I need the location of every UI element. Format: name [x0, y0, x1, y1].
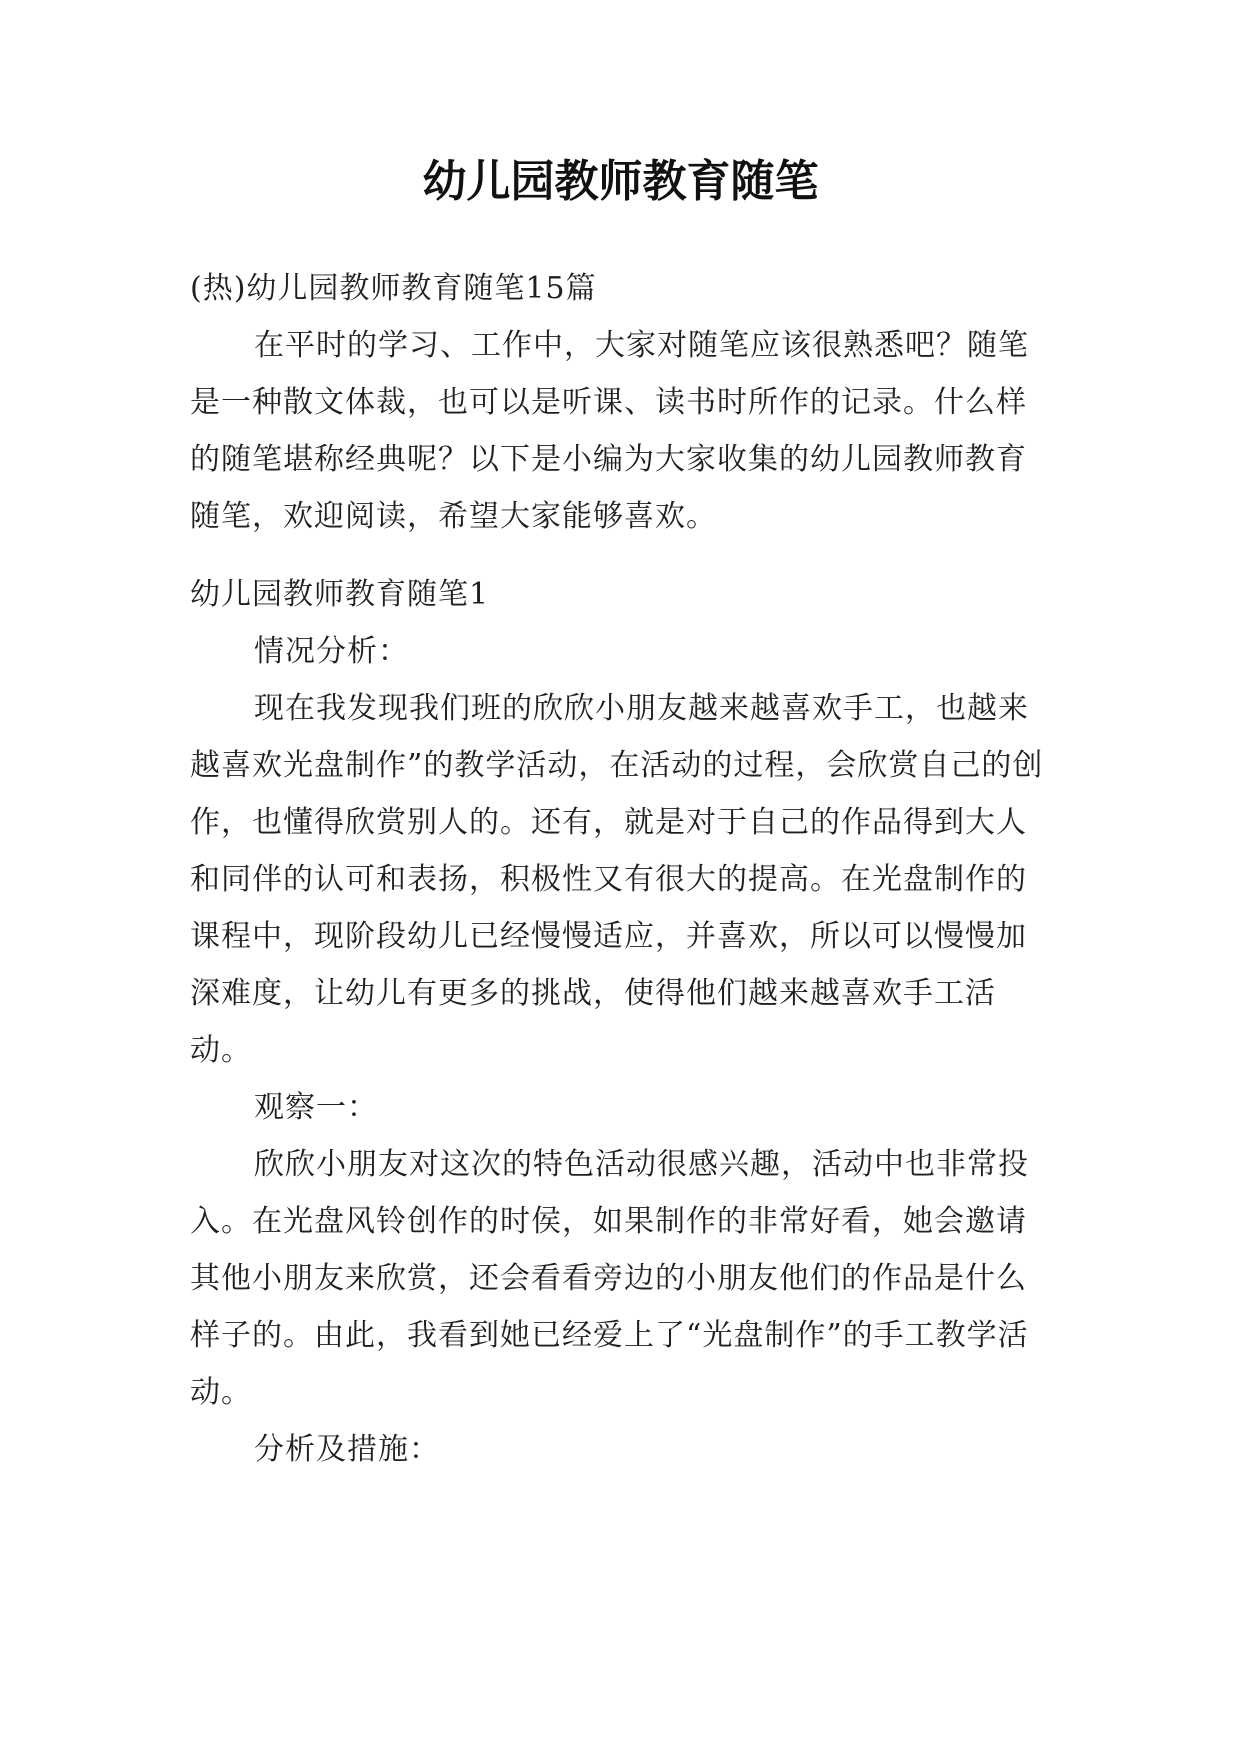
intro-paragraph: 在平时的学习、工作中，大家对随笔应该很熟悉吧？随笔是一种散文体裁，也可以是听课、读书时所作的记录。什么样的随笔堪称经典呢？以下是小编为大家收集的幼儿园教师教育随笔，欢迎阅读，希望大家能够喜欢。	[190, 328, 1029, 534]
observation-paragraph: 欣欣小朋友对这次的特色活动很感兴趣，活动中也非常投入。在光盘风铃创作的时侯，如果制作的非常好看，她会邀请其他小朋友来欣赏，还会看看旁边的小朋友他们的作品是什么样子的。由此，我看到她已经爱上了“光盘制作”的手工教学活动。	[190, 1147, 1029, 1410]
situation-paragraph: 现在我发现我们班的欣欣小朋友越来越喜欢手工，也越来越喜欢光盘制作”的教学活动，在活动的过程，会欣赏自己的创作，也懂得欣赏别人的。还有，就是对于自己的作品得到大人和同伴的认可和表扬，积极性又有很大的提高。在光盘制作的课程中，现阶段幼儿已经慢慢适应，并喜欢，所以可以慢慢加深难度，让幼儿有更多的挑战，使得他们越来越喜欢手工活动。	[190, 691, 1044, 1068]
section-heading: 幼儿园教师教育随笔1	[190, 577, 490, 612]
observation-label: 观察一：	[254, 1090, 378, 1125]
essay-1-block	[190, 566, 1052, 1478]
document-title: 幼儿园教师教育随笔	[422, 156, 819, 207]
situation-label: 情况分析：	[254, 634, 409, 669]
intro-block	[190, 260, 1052, 545]
document-subtitle: (热)幼儿园教师教育随笔15篇	[190, 271, 597, 306]
measures-label: 分析及措施：	[254, 1432, 440, 1467]
